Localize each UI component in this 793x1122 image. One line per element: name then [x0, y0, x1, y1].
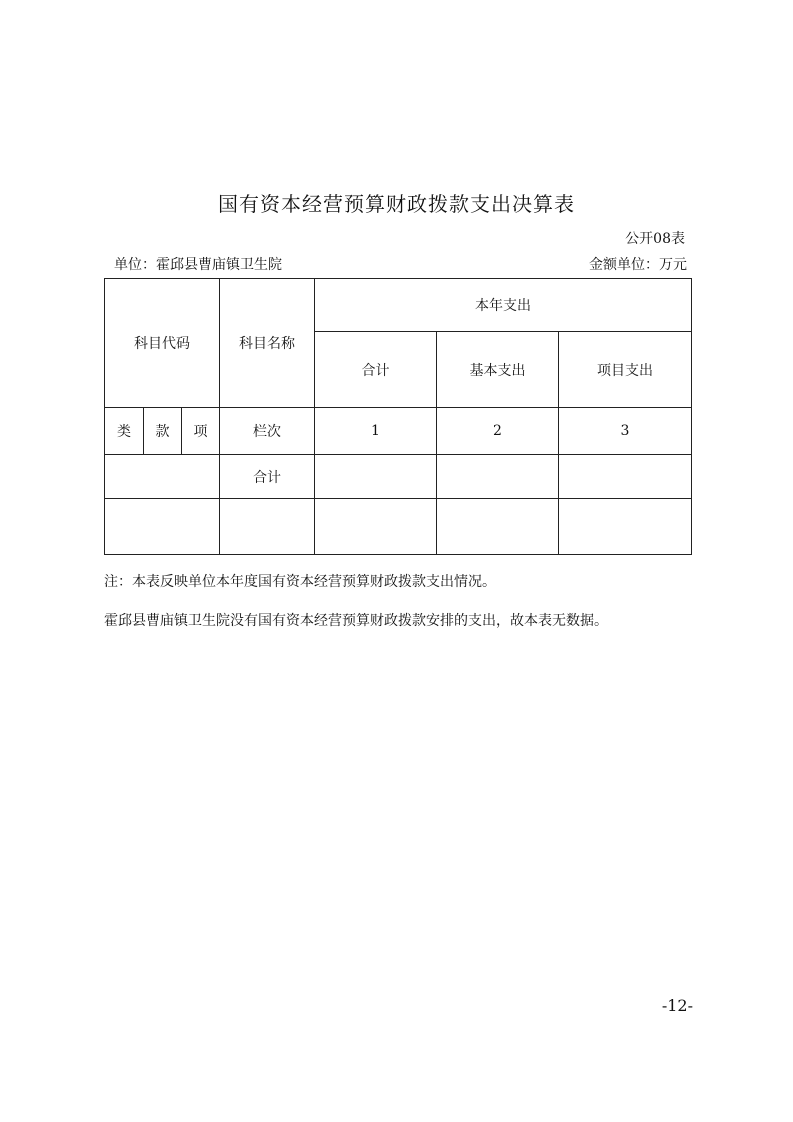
expenditure-table	[104, 278, 692, 555]
column-number-1: 1	[315, 408, 437, 455]
total-row-total-cell	[315, 455, 437, 499]
header-row-1	[105, 279, 692, 332]
basic-expenditure-header: 基本支出	[437, 332, 559, 408]
class-cell: 类	[105, 408, 144, 455]
section-cell: 款	[144, 408, 182, 455]
column-label-cell: 栏次	[220, 408, 315, 455]
empty-row	[105, 499, 692, 555]
subject-code-header: 科目代码	[105, 279, 220, 408]
amount-unit: 金额单位：万元	[589, 257, 687, 273]
column-number-3: 3	[559, 408, 692, 455]
empty-row-project-cell	[559, 499, 692, 555]
item-cell: 项	[182, 408, 220, 455]
page-title: 国有资本经营预算财政拨款支出决算表	[218, 192, 575, 216]
total-row	[105, 455, 692, 499]
project-expenditure-header: 项目支出	[559, 332, 692, 408]
index-row	[105, 408, 692, 455]
note-description: 注：本表反映单位本年度国有资本经营预算财政拨款支出情况。	[104, 574, 496, 590]
empty-row-basic-cell	[437, 499, 559, 555]
page-number: -12-	[661, 996, 693, 1015]
column-number-2: 2	[437, 408, 559, 455]
total-row-code-cell	[105, 455, 220, 499]
total-row-project-cell	[559, 455, 692, 499]
empty-row-name-cell	[220, 499, 315, 555]
total-row-label: 合计	[220, 455, 315, 499]
unit-label: 单位：霍邱县曹庙镇卫生院	[114, 257, 282, 273]
total-header: 合计	[315, 332, 437, 408]
note-no-data: 霍邱县曹庙镇卫生院没有国有资本经营预算财政拨款安排的支出，故本表无数据。	[104, 613, 608, 629]
form-code: 公开08表	[625, 231, 685, 247]
subject-name-header: 科目名称	[220, 279, 315, 408]
total-row-basic-cell	[437, 455, 559, 499]
empty-row-code-cell	[105, 499, 220, 555]
empty-row-total-cell	[315, 499, 437, 555]
current-year-header: 本年支出	[315, 279, 692, 332]
